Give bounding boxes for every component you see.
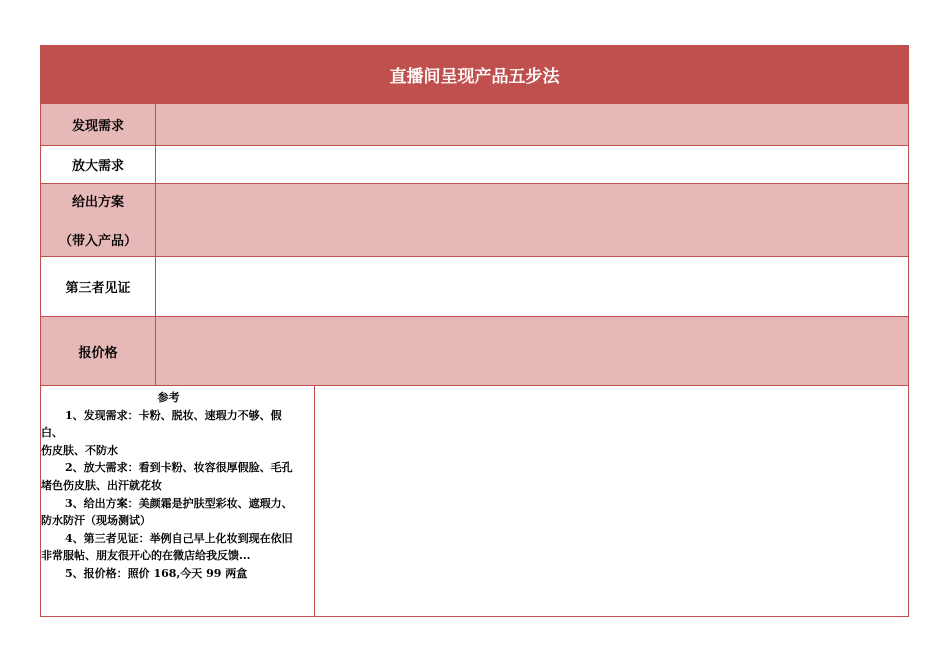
reference-line: 4、第三者见证：举例自己早上化妆到现在依旧	[65, 531, 293, 545]
reference-line: 防水防汗（现场测试）	[41, 514, 151, 528]
row-discover-needs	[40, 104, 909, 146]
row-label	[41, 257, 156, 316]
row-value-cell[interactable]	[156, 146, 908, 183]
reference-notes[interactable]	[41, 386, 315, 616]
row-label-text: 给出方案	[71, 195, 124, 210]
row-value-cell[interactable]	[156, 317, 908, 385]
five-step-table	[40, 45, 909, 617]
row-give-solution	[40, 184, 909, 257]
reference-line: 非常服帖、朋友很开心的在微店给我反馈...	[41, 549, 251, 563]
reference-line: 3、给出方案：美颜霜是护肤型彩妆、遮瑕力、	[65, 496, 293, 510]
row-quote-price	[40, 317, 909, 386]
reference-heading: 参考	[157, 391, 180, 404]
row-label-text: 放大需求	[71, 159, 124, 174]
reference-blank-cell[interactable]	[315, 386, 908, 616]
row-value-cell[interactable]	[156, 257, 908, 316]
row-third-party-proof	[40, 257, 909, 317]
reference-line: 5、报价格：照价 168,今天 99 两盒	[65, 566, 248, 580]
row-label	[41, 317, 156, 385]
row-amplify-needs	[40, 146, 909, 184]
reference-line: 白、	[41, 426, 63, 440]
row-label	[41, 104, 156, 145]
reference-section	[40, 386, 909, 617]
row-value-cell[interactable]	[156, 184, 908, 256]
row-label-text: 发现需求	[71, 119, 124, 134]
row-label-subtext: （带入产品）	[58, 234, 137, 249]
reference-line: 伤皮肤、不防水	[41, 443, 118, 457]
row-label	[41, 184, 156, 256]
reference-line: 堵色伤皮肤、出汗就花妆	[41, 478, 162, 492]
reference-line: 2、放大需求：看到卡粉、妆容很厚假脸、毛孔	[65, 461, 293, 475]
row-label-text: 第三者见证	[65, 281, 131, 296]
row-label-text: 报价格	[78, 345, 118, 361]
table-title: 直播间呈现产品五步法	[40, 45, 909, 104]
row-value-cell[interactable]	[156, 104, 908, 145]
row-label	[41, 146, 156, 183]
reference-line: 1、发现需求：卡粉、脱妆、速瑕力不够、假	[65, 408, 282, 422]
